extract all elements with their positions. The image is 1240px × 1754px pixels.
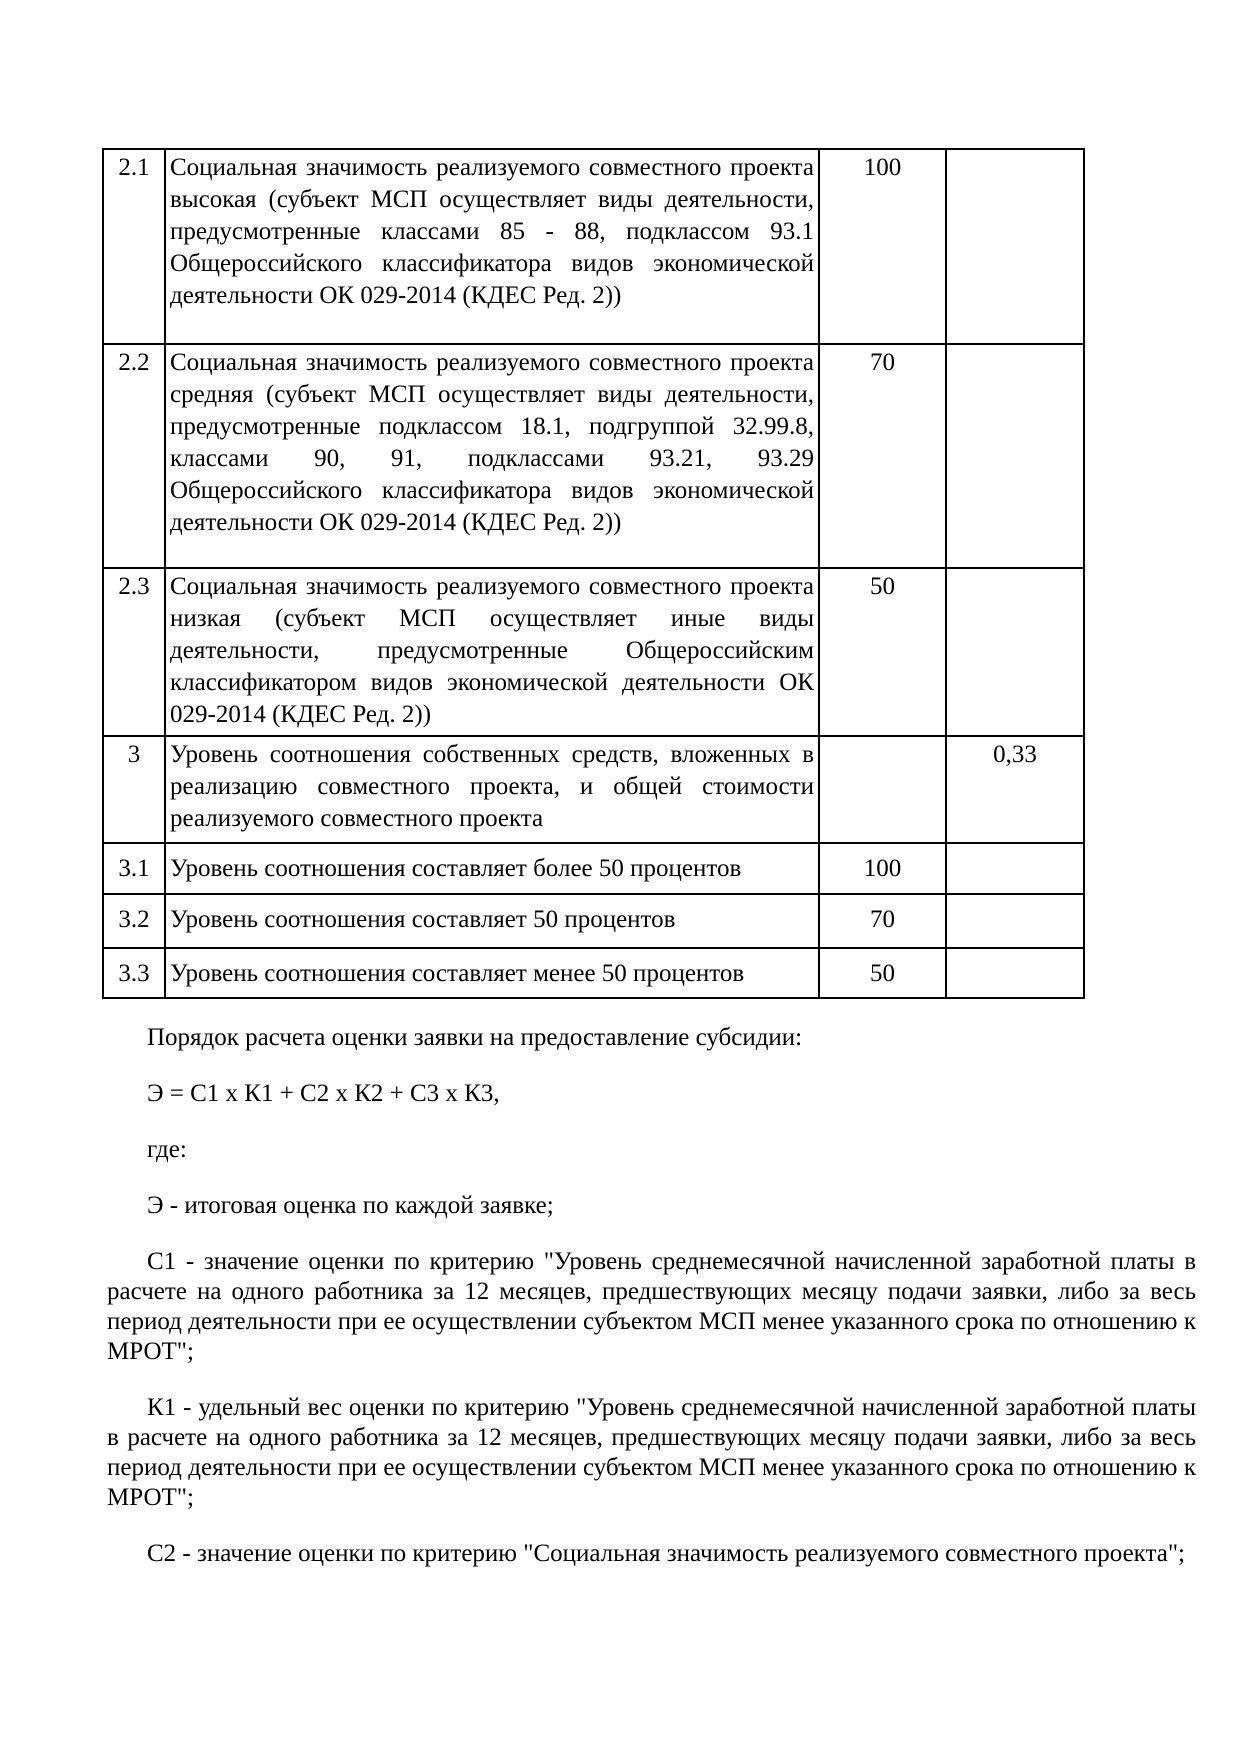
c1-definition: С1 - значение оценки по критерию "Уровень среднемесячной начисленной заработной платы в расчете на одного работника за 12 месяцев, предшествующих месяцу подачи заявки, либо за весь период деятельности при ее осуществлении субъектом МСП менее указанного срока по отношению к МРОТ"; xyxy=(107,1248,1196,1365)
table-row xyxy=(103,149,1084,344)
criterion-text: Социальная значимость реализуемого совместного проекта высокая (субъект МСП осуществляет виды деятельности, предусмотренные классами 85 - 88, подклассом 93.1 Общероссийского классификатора видов экономической деятельности ОК 029-2014 (КДЕС Ред. 2)) xyxy=(165,149,819,344)
criterion-text: Уровень соотношения собственных средств, вложенных в реализацию совместного проекта, и общей стоимости реализуемого совместного проекта xyxy=(165,736,819,843)
criterion-text: Уровень соотношения составляет менее 50 процентов xyxy=(165,948,819,998)
weight-value xyxy=(946,568,1084,736)
c2-definition: С2 - значение оценки по критерию "Социальная значимость реализуемого совместного проекта"; xyxy=(147,1540,1185,1567)
row-number-cell: 2.1 xyxy=(103,149,165,344)
score-value: 100 xyxy=(819,843,946,894)
weight-value: 0,33 xyxy=(946,736,1084,843)
row-number-cell: 2.3 xyxy=(103,568,165,736)
weight-value xyxy=(946,843,1084,894)
weight-value xyxy=(946,894,1084,948)
table-row xyxy=(103,948,1084,998)
criterion-text: Социальная значимость реализуемого совместного проекта средняя (субъект МСП осуществляет виды деятельности, предусмотренные подклассом 18.1, подгруппой 32.99.8, классами 90, 91, подклассами 93.21, 93.29 Общероссийского классификатора видов экономической деятельности ОК 029-2014 (КДЕС Ред. 2)) xyxy=(165,344,819,568)
weight-value xyxy=(946,344,1084,568)
weight-value xyxy=(946,948,1084,998)
score-value: 100 xyxy=(819,149,946,344)
table-row xyxy=(103,894,1084,948)
table-row xyxy=(103,568,1084,736)
score-value: 70 xyxy=(819,344,946,568)
where-label: где: xyxy=(147,1136,187,1163)
table-row xyxy=(103,736,1084,843)
e-definition: Э - итоговая оценка по каждой заявке; xyxy=(147,1192,554,1219)
row-number-cell: 3.2 xyxy=(103,894,165,948)
table-row xyxy=(103,344,1084,568)
row-number-cell: 3.1 xyxy=(103,843,165,894)
score-value xyxy=(819,736,946,843)
score-value: 50 xyxy=(819,948,946,998)
score-value: 50 xyxy=(819,568,946,736)
row-number-cell: 2.2 xyxy=(103,344,165,568)
weight-value xyxy=(946,149,1084,344)
intro-paragraph: Порядок расчета оценки заявки на предоставление субсидии: xyxy=(147,1024,803,1051)
score-value: 70 xyxy=(819,894,946,948)
row-number-cell: 3 xyxy=(103,736,165,843)
criteria-table xyxy=(102,148,1085,999)
row-number-cell: 3.3 xyxy=(103,948,165,998)
body-text xyxy=(107,1023,1196,1595)
formula-line: Э = С1 х К1 + С2 х К2 + С3 х К3, xyxy=(147,1080,500,1107)
criterion-text: Социальная значимость реализуемого совместного проекта низкая (субъект МСП осуществляет иные виды деятельности, предусмотренные Общероссийским классификатором видов экономической деятельности ОК 029-2014 (КДЕС Ред. 2)) xyxy=(165,568,819,736)
k1-definition: К1 - удельный вес оценки по критерию "Уровень среднемесячной начисленной заработной платы в расчете на одного работника за 12 месяцев, предшествующих месяцу подачи заявки, либо за весь период деятельности при ее осуществлении субъектом МСП менее указанного срока по отношению к МРОТ"; xyxy=(107,1394,1196,1511)
criterion-text: Уровень соотношения составляет более 50 процентов xyxy=(165,843,819,894)
criterion-text: Уровень соотношения составляет 50 процентов xyxy=(165,894,819,948)
table-row xyxy=(103,843,1084,894)
